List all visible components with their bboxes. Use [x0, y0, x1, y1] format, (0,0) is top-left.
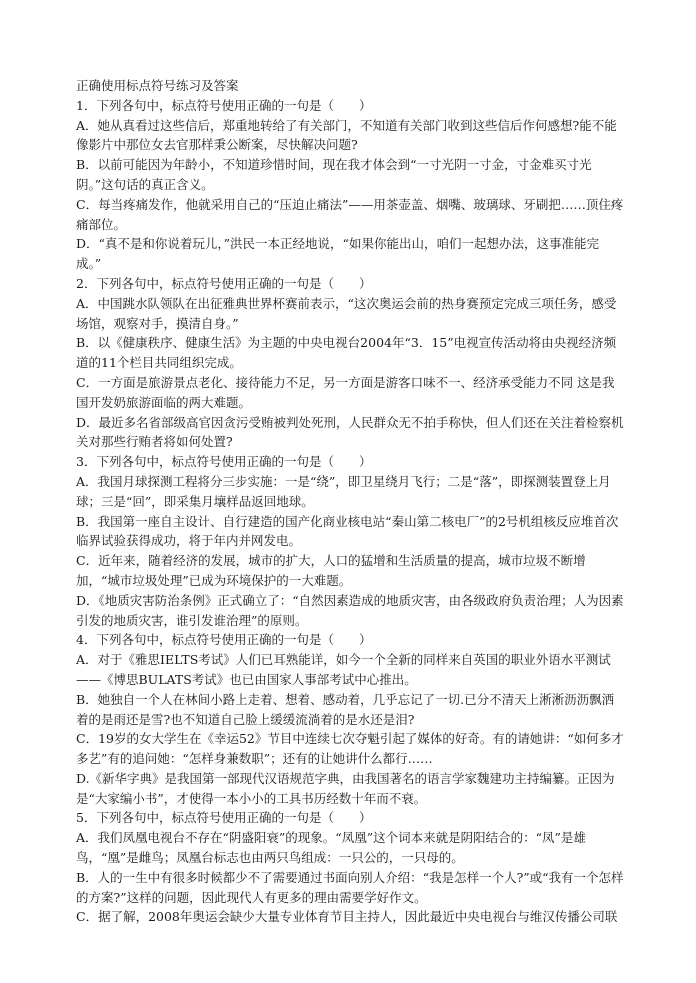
question-1 [76, 96, 624, 274]
question-stem: 1．下列各句中，标点符号使用正确的一句是（ ） [76, 97, 372, 113]
option-a: A．对于《雅思IELTS考试》人们已耳熟能详，如今一个全新的同样来自英国的职业外语水平测试——《博思BULATS考试》也已由国家人事部考试中心推出。 [76, 652, 611, 687]
option-c: C．近年来，随着经济的发展，城市的扩大，人口的猛增和生活质量的提高，城市垃圾不断增加，“城市垃圾处理”已成为环境保护的一大难题。 [76, 553, 586, 588]
option-b: B．她独自一个人在林间小路上走着、想着、感动着，几乎忘记了一切.已分不清天上淅淅沥沥飘洒着的是雨还是雪?也不知道自己脸上缓缓流淌着的是水还是泪? [76, 691, 615, 727]
option-a: A．我国月球探测工程将分三步实施：一是“绕”，即卫星绕月飞行；二是“落”，即探测装置登上月球；三是“回”，即采集月壤样品返回地球。 [76, 473, 611, 509]
question-stem: 5．下列各句中，标点符号使用正确的一句是（ ） [76, 810, 372, 826]
question-4 [76, 630, 624, 808]
option-a: A．她从真看过这些信后，郑重地转给了有关部门，不知道有关部门收到这些信后作何感想?能不能像影片中那位女去官那样秉公断案，尽快解决问题? [76, 117, 617, 153]
option-d: D．最近多名省部级高官因贪污受贿被判处死刑，人民群众无不拍手称快，但人们还在关注着检察机关对那些行贿者将如何处置? [76, 414, 624, 450]
option-c: C．一方面是旅游景点老化、接待能力不足，另一方面是游客口味不一、经济承受能力不同 这是我国开发奶旅游面临的两大难题。 [76, 374, 615, 410]
question-stem: 2．下列各句中，标点符号使用正确的一句是（ ） [76, 275, 372, 291]
option-c: C．每当疼痛发作，他就采用自己的“压迫止痛法”——用茶壶盖、烟嘴、玻璃球、牙刷把……顶住疼痛部位。 [76, 196, 624, 232]
option-b: B．以前可能因为年龄小，不知道珍惜时间，现在我才体会到“一寸光阴一寸金，寸金难买寸光阴。”这句话的真正含义。 [76, 157, 592, 192]
option-d: D.《新华字典》是我国第一部现代汉语规范字典，由我国著名的语言学家魏建功主持编纂。正因为是“大家编小书”，才使得一本小小的工具书历经数十年而不衰。 [76, 770, 615, 806]
question-stem: 4．下列各句中，标点符号使用正确的一句是（ ） [76, 632, 372, 648]
option-d: D．“真不是和你说着玩儿，”洪民一本正经地说，“如果你能出山，咱们一起想办法，这事准能完成。” [76, 236, 599, 272]
option-b: B．人的一生中有很多时候都少不了需要通过书面向别人介绍：“我是怎样一个人?”或“我有一个怎样的方案?”这样的问题，因此现代人有更多的理由需要学好作文。 [76, 869, 624, 905]
option-c: C．19岁的女大学生在《幸运52》节目中连续七次夺魁引起了媒体的好奇。有的请她讲：“如何多才多艺”有的追问她：“怎样身兼数职”；还有的让她讲什么都行…… [76, 731, 624, 767]
question-stem: 3．下列各句中，标点符号使用正确的一句是（ ） [76, 454, 372, 470]
option-b: B．我国第一座自主设计、自行建造的国产化商业核电站“秦山第二核电厂”的2号机组核反应堆首次临界试验获得成功，将于年内并网发电。 [76, 513, 619, 549]
document-title: 正确使用标点符号练习及答案 [76, 78, 239, 93]
option-d: D．《地质灾害防治条例》正式确立了：“自然因素造成的地质灾害，由各级政府负责治理；人为因素引发的地质灾害，谁引发谁治理”的原则。 [76, 592, 624, 628]
question-5 [76, 808, 624, 927]
question-2 [76, 274, 624, 452]
option-b: B．以《健康秩序、健康生活》为主题的中央电视台2004年“3．15”电视宣传活动将由央视经济频道的11个栏目共同组织完成。 [76, 335, 617, 371]
option-c: C．据了解，2008年奥运会缺少大量专业体育节目主持人，因此最近中央电视台与维汉传播公司联 [76, 909, 618, 925]
document-body [76, 76, 624, 927]
option-a: A．中国跳水队领队在出征雅典世界杯赛前表示，“这次奥运会前的热身赛预定完成三项任务，感受场馆，观察对手，摸清自身。” [76, 295, 617, 331]
question-3 [76, 452, 624, 630]
option-a: A．我们凤凰电视台不存在“阴盛阳衰”的现象。“凤凰”这个词本来就是阴阳结合的：“凤”是雄鸟，“凰”是雌鸟；凤凰台标志也由两只鸟组成：一只公的，一只母的。 [76, 830, 586, 866]
